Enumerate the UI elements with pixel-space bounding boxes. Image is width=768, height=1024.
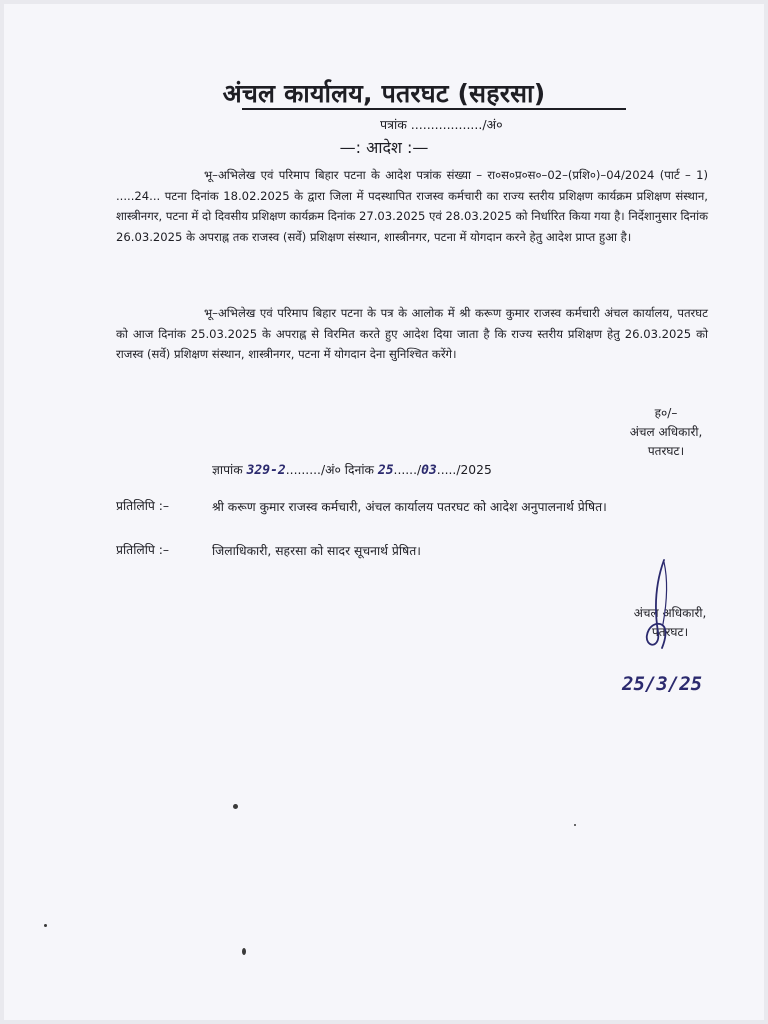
copy-text-2: जिलाधिकारी, सहरसा को सादर सूचनार्थ प्रेषित। — [212, 544, 421, 558]
memo-dots-3: ..... — [436, 463, 457, 477]
memo-number-handwritten: 329-2 — [246, 463, 286, 478]
document-page — [4, 4, 764, 1020]
letter-number: पत्रांक ................../अं० — [380, 117, 503, 132]
order-heading: —: आदेश :— — [339, 138, 429, 157]
scan-speck — [44, 924, 47, 927]
officer-location: पतरघट। — [647, 444, 685, 458]
memo-month-handwritten: 03 — [421, 463, 437, 478]
office-title: अंचल कार्यालय, पतरघट (सहरसा) — [222, 79, 546, 108]
officer-designation: अंचल अधिकारी, — [629, 425, 703, 439]
title-underline — [242, 108, 626, 110]
scan-speck — [574, 824, 576, 826]
signature-date-handwritten: 25/3/25 — [622, 673, 703, 695]
copy-label-2: प्रतिलिपि :– — [116, 543, 170, 557]
memo-day-handwritten: 25 — [377, 463, 394, 478]
order-paragraph-1: भू–अभिलेख एवं परिमाप बिहार पटना के आदेश पत्रांक संख्या – रा०स०प्र०स०–02–(प्रशि०)–04/2024 (पार्ट – 1) .....24... पटना दिनांक 18.02.2025 के द्वारा जिला में पदस्थापित राजस्व कर्मचारी का राज्य स्तरीय प्रशिक्षण कार्यक्रम प्रशिक्षण संस्थान, शास्त्रीनगर, पटना में दो दिवसीय प्रशिक्षण कार्यक्रम दिनांक 27.03.2025 एवं 28.03.2025 को निर्धारित किया गया है। निर्देशानुसार दिनांक 26.03.2025 के अपराह्न तक राजस्व (सर्वे) प्रशिक्षण संस्थान, शास्त्रीनगर, पटना में योगदान करने हेतु आदेश प्राप्त हुआ है। — [116, 168, 709, 244]
signed-mark: ह०/– — [654, 406, 678, 420]
memo-dots: ......... — [285, 463, 321, 477]
memo-prefix: ज्ञापांक — [212, 463, 243, 477]
officer-location-2: पतरघट। — [651, 625, 689, 639]
order-paragraph-2: भू–अभिलेख एवं परिमाप बिहार पटना के पत्र के आलोक में श्री करूण कुमार राजस्व कर्मचारी अंचल कार्यालय, पतरघट को आज दिनांक 25.03.2025 के अपराह्न से विरमित करते हुए आदेश दिया जाता है कि राज्य स्तरीय प्रशिक्षण हेतु 26.03.2025 को राजस्व (सर्वे) प्रशिक्षण संस्थान, शास्त्रीनगर, पटना में योगदान देना सुनिश्चित करेंगे। — [116, 306, 708, 361]
memo-mid: /अं० दिनांक — [320, 463, 374, 477]
memo-year: /2025 — [456, 463, 492, 477]
memo-dots-2: ...... — [393, 463, 417, 477]
handwritten-signature — [604, 552, 744, 702]
officer-designation-2: अंचल अधिकारी, — [633, 606, 707, 620]
memo-line: ज्ञापांक 329-2........./अं० दिनांक 25....../03...../2025 — [212, 463, 492, 478]
scan-speck — [233, 804, 238, 809]
copy-text-1: श्री करूण कुमार राजस्व कर्मचारी, अंचल कार्यालय पतरघट को आदेश अनुपालनार्थ प्रेषित। — [212, 500, 607, 514]
copy-label-1: प्रतिलिपि :– — [116, 499, 170, 513]
signature-block-first — [604, 404, 728, 461]
scan-speck — [242, 948, 246, 955]
